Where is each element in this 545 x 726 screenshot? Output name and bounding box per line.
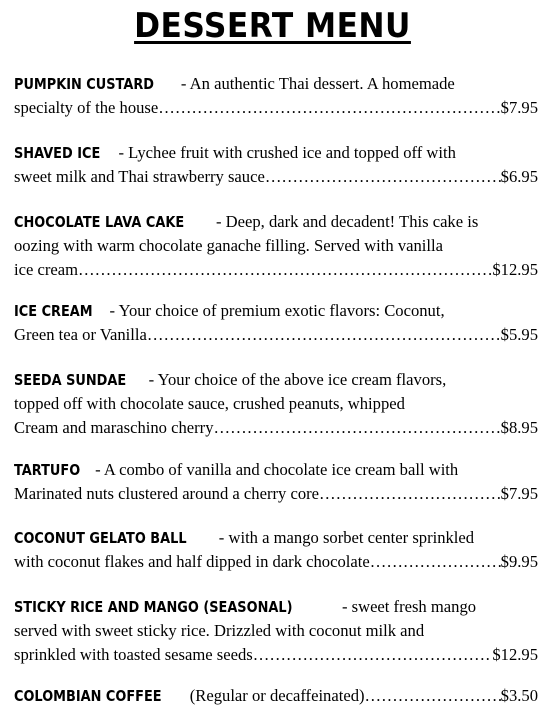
menu-item-coconut-gelato-ball: [14, 526, 538, 574]
item-description: Marinated nuts clustered around a cherry core: [14, 484, 320, 503]
item-price: $6.95: [500, 167, 538, 186]
item-description: oozing with warm chocolate ganache filling. Served with vanilla: [14, 236, 443, 255]
leader-dots: [365, 684, 501, 708]
item-description: (Regular or decaffeinated): [189, 686, 365, 705]
item-separator: -: [90, 460, 104, 479]
leader-dots: [158, 96, 500, 120]
item-description: with coconut flakes and half dipped in dark chocolate: [14, 552, 370, 571]
item-price: $7.95: [500, 484, 538, 503]
item-description: with a mango sorbet center sprinkled: [228, 528, 475, 547]
leader-dots: [319, 482, 501, 506]
item-name: COLOMBIAN COFFEE: [14, 687, 162, 705]
item-separator: -: [214, 528, 229, 547]
item-price: $5.95: [500, 325, 538, 344]
item-description: Deep, dark and decadent! This cake is: [225, 212, 479, 231]
item-description: sweet fresh mango: [351, 597, 477, 616]
item-name: CHOCOLATE LAVA CAKE: [14, 213, 185, 231]
menu-item-colombian-coffee: [14, 684, 538, 708]
menu-item-tartufo: [14, 458, 538, 506]
item-description: topped off with chocolate sauce, crushed peanuts, whipped: [14, 394, 405, 413]
item-description: An authentic Thai dessert. A homemade: [189, 74, 455, 93]
item-separator: -: [176, 74, 190, 93]
item-description: Lychee fruit with crushed ice and topped off with: [128, 143, 456, 162]
item-description: Your choice of premium exotic flavors: Coconut,: [118, 301, 445, 320]
item-name: SEEDA SUNDAE: [14, 371, 127, 389]
menu-item-chocolate-lava-cake: [14, 210, 538, 282]
item-price: $9.95: [500, 552, 538, 571]
item-description: sprinkled with toasted sesame seeds: [14, 645, 253, 664]
item-description: A combo of vanilla and chocolate ice cream ball with: [103, 460, 459, 479]
item-description: served with sweet sticky rice. Drizzled with coconut milk and: [14, 621, 425, 640]
leader-dots: [265, 165, 501, 189]
item-name: STICKY RICE AND MANGO (SEASONAL): [14, 598, 293, 616]
item-price: $12.95: [492, 645, 538, 664]
leader-dots: [253, 643, 493, 667]
item-price: $12.95: [492, 260, 538, 279]
menu-item-pumpkin-custard: [14, 72, 538, 120]
menu-item-ice-cream: [14, 299, 538, 347]
item-name: SHAVED ICE: [14, 144, 101, 162]
leader-dots: [147, 323, 501, 347]
item-separator: -: [144, 370, 158, 389]
leader-dots: [370, 550, 501, 574]
item-name: ICE CREAM: [14, 302, 93, 320]
menu-item-seeda-sundae: [14, 368, 538, 440]
menu-item-shaved-ice: [14, 141, 538, 189]
item-separator: -: [114, 143, 129, 162]
item-description: Green tea or Vanilla: [14, 325, 147, 344]
item-description: Your choice of the above ice cream flavors,: [157, 370, 447, 389]
item-description: specialty of the house: [14, 98, 159, 117]
item-description: sweet milk and Thai strawberry sauce: [14, 167, 265, 186]
item-name: COCONUT GELATO BALL: [14, 529, 187, 547]
item-separator: -: [211, 212, 226, 231]
item-separator: -: [337, 597, 352, 616]
item-price: $7.95: [500, 98, 538, 117]
item-name: TARTUFO: [14, 461, 81, 479]
item-description: ice cream: [14, 260, 79, 279]
item-name: PUMPKIN CUSTARD: [14, 75, 154, 93]
leader-dots: [78, 258, 492, 282]
item-price: $3.50: [500, 686, 538, 705]
leader-dots: [214, 416, 501, 440]
item-separator: -: [105, 301, 119, 320]
item-price: $8.95: [500, 418, 538, 437]
menu-title: DESSERT MENU: [134, 6, 411, 46]
menu-item-sticky-rice-and-mango: [14, 595, 538, 667]
item-description: Cream and maraschino cherry: [14, 418, 214, 437]
